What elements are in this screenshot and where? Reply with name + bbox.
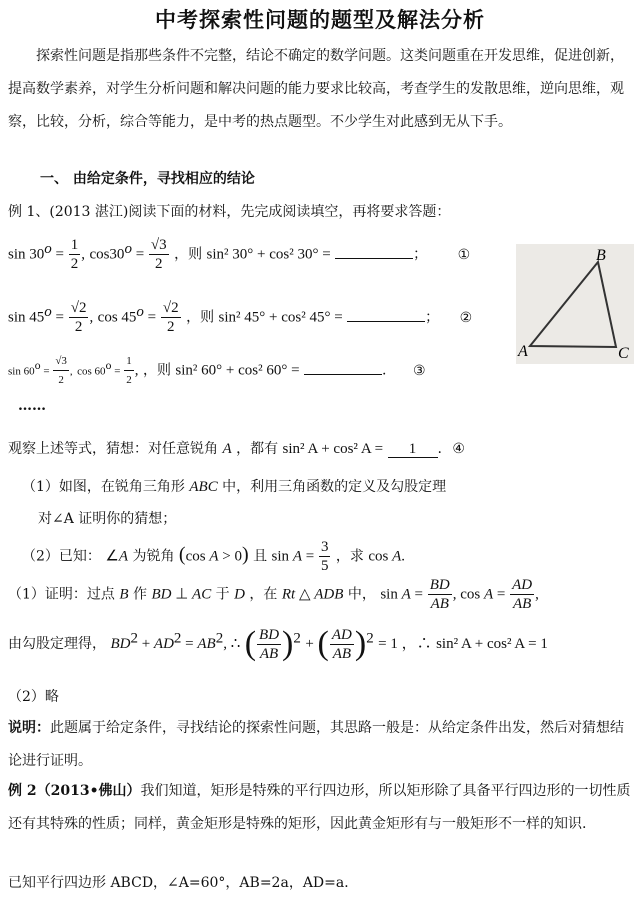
fraction: $\frac{√2}{2}$ bbox=[70, 300, 87, 335]
separator: ； bbox=[425, 309, 440, 326]
answer-blank[interactable] bbox=[335, 244, 413, 259]
proof-line-2: 由勾股定理得， $BD^2 + AD^2 = AB^2$, ∴ ( $\frac{BD}{AB}$ )$^2$ + ( $\frac{AD}{AB}$ )$^2$ = 1 ，∴ sin² A + cos² A = 1 bbox=[8, 625, 548, 662]
then-label: ，则 bbox=[174, 246, 203, 263]
example2-given: 已知平行四边形 ABCD，∠A=60°，AB=2a，AD=a． bbox=[8, 875, 359, 891]
note-text: 此题属于给定条件，寻找结论的探索性问题，其思路一般是：从给定条件出发，然后对猜想结论进行证明。 bbox=[8, 720, 624, 769]
fraction: $\frac{√3}{2}$ bbox=[53, 352, 69, 389]
fraction: $\frac{√3}{2}$ bbox=[150, 237, 167, 272]
triangle-name: ABC bbox=[189, 479, 218, 495]
observation-expression: sin² A + cos² A = bbox=[282, 441, 384, 457]
proof-text: （1）证明：过点 bbox=[8, 586, 115, 603]
proof-text-3: 于 bbox=[215, 586, 230, 603]
question-2-text: （2）已知： bbox=[22, 548, 101, 565]
circled-mark: ③ bbox=[412, 362, 426, 379]
observation-text: 观察上述等式，猜想：对任意锐角 bbox=[8, 441, 218, 457]
proof2-mid: = 1 ，∴ bbox=[378, 636, 432, 652]
proof-text-4: ，在 bbox=[249, 586, 278, 603]
equation-row-1: $\sin 30^o$ = $\frac{1}{2}$ , $\cos 30^o$ = $\frac{√3}{2}$ ，则 sin² 30° + cos² 30° = ； ① bbox=[8, 237, 471, 272]
observation-answer[interactable]: 1 bbox=[388, 441, 438, 458]
ellipsis: …… bbox=[18, 398, 46, 414]
proof-line-1: （1）证明：过点 B 作 BD ⊥ AC 于 D ，在 Rt △ ADB 中， sin A = $\frac{BD}{AB}$ , cos A = $\frac{AD}{AB}$ , bbox=[8, 577, 539, 612]
separator: ； bbox=[413, 246, 428, 263]
cos-label: cos 45 bbox=[97, 309, 137, 326]
sin-label: sin 45 bbox=[8, 309, 45, 326]
triangle-figure bbox=[516, 244, 634, 364]
circled-mark: ① bbox=[457, 246, 471, 263]
angle-var: A bbox=[222, 441, 232, 457]
proof2-text: 由勾股定理得， bbox=[8, 636, 106, 652]
question-2-text-3: 且 bbox=[253, 548, 268, 565]
vertex-b-label: B bbox=[596, 247, 606, 264]
sum-expression: sin² 30° + cos² 30° = bbox=[206, 246, 331, 263]
fraction: $\frac{BD}{AB}$ bbox=[259, 626, 280, 662]
question-2-text-2: 为锐角 bbox=[132, 548, 175, 565]
fraction: $\frac{AD}{AB}$ bbox=[512, 577, 533, 612]
circled-mark: ④ bbox=[452, 441, 465, 457]
question-2-text-4: ，求 bbox=[335, 548, 364, 565]
fraction: $\frac{1}{2}$ bbox=[124, 352, 134, 389]
equation-row-2: $\sin 45^o$ = $\frac{√2}{2}$ , $\cos 45^o$ = $\frac{√2}{2}$ ，则 sin² 45° + cos² 45° = ； ② bbox=[8, 300, 473, 335]
question-1 bbox=[22, 476, 446, 496]
fraction: $\frac{3}{5}$ bbox=[320, 539, 329, 574]
equation-row-3: $\sin 60^o$ = $\frac{√3}{2}$ , $\cos 60^o$ = $\frac{1}{2}$ , ，则 sin² 60° + cos² 60° = . ③ bbox=[8, 352, 426, 389]
observation-line: 观察上述等式，猜想：对任意锐角 A ，都有 sin² A + cos² A = 1 . ④ bbox=[8, 441, 465, 457]
then-label: ，则 bbox=[186, 309, 215, 326]
question-1-text: （1）如图，在锐角三角形 bbox=[22, 479, 185, 495]
answer-blank[interactable] bbox=[347, 307, 425, 322]
cos-label: cos 60 bbox=[77, 365, 106, 378]
cos-label: cos30 bbox=[89, 246, 125, 263]
fraction: $\frac{√2}{2}$ bbox=[162, 300, 179, 335]
note-paragraph bbox=[8, 712, 633, 778]
omitted-answer: （2）略 bbox=[8, 689, 59, 705]
question-1-text-2: 中，利用三角函数的定义及勾股定理 bbox=[222, 479, 447, 495]
fraction: $\frac{AD}{AB}$ bbox=[331, 626, 352, 662]
then-label: ，则 bbox=[142, 362, 171, 379]
fraction: $\frac{1}{2}$ bbox=[70, 237, 79, 272]
example2-label: 例 2（2013•佛山） bbox=[8, 783, 141, 799]
separator: . bbox=[382, 362, 387, 379]
example1-lead: 例 1、(2013 湛江)阅读下面的材料，先完成阅读填空，再将要求答题： bbox=[8, 204, 451, 220]
vertex-a-label: A bbox=[518, 343, 528, 360]
question-2: （2）已知： ∠A 为锐角 (cos A > 0) 且 sin A = $\frac{3}{5}$ ，求 cos A. bbox=[22, 539, 406, 574]
proof-text-2: 作 bbox=[133, 586, 147, 603]
intro-paragraph: 探索性问题是指那些条件不完整，结论不确定的数学问题。这类问题重在开发思维，促进创新，提高数学素养，对学生分析问题和解决问题的能力要求比较高，考查学生的发散思维，逆向思维，观察，比较，分析，综合等能力，是中考的热点题型。不少学生对此感到无从下手。 bbox=[8, 48, 624, 130]
vertex-c-label: C bbox=[618, 345, 629, 362]
proof-text-5: 中， bbox=[347, 586, 376, 603]
sum-expression: sin² 60° + cos² 60° = bbox=[175, 362, 300, 379]
question-1-continued: 对∠A 证明你的猜想； bbox=[38, 511, 177, 527]
section-heading: 一、 由给定条件，寻找相应的结论 bbox=[40, 171, 255, 187]
answer-blank[interactable] bbox=[304, 360, 382, 375]
example2-text: 我们知道，矩形是特殊的平行四边形，所以矩形除了具备平行四边形的一切性质还有其特殊的性质；同样，黄金矩形是特殊的矩形，因此黄金矩形有与一般矩形不一样的知识. bbox=[8, 783, 631, 832]
sin-label: sin 60 bbox=[8, 365, 35, 378]
observation-text-2: ，都有 bbox=[236, 441, 279, 457]
sum-expression: sin² 45° + cos² 45° = bbox=[218, 309, 343, 326]
page-title: 中考探索性问题的题型及解法分析 bbox=[155, 8, 485, 32]
example2-paragraph bbox=[8, 775, 633, 841]
circled-mark: ② bbox=[459, 309, 473, 326]
fraction: $\frac{BD}{AB}$ bbox=[429, 577, 450, 612]
note-label: 说明： bbox=[8, 720, 50, 736]
proof2-result: sin² A + cos² A = 1 bbox=[436, 636, 548, 652]
sin-label: sin 30 bbox=[8, 246, 45, 263]
